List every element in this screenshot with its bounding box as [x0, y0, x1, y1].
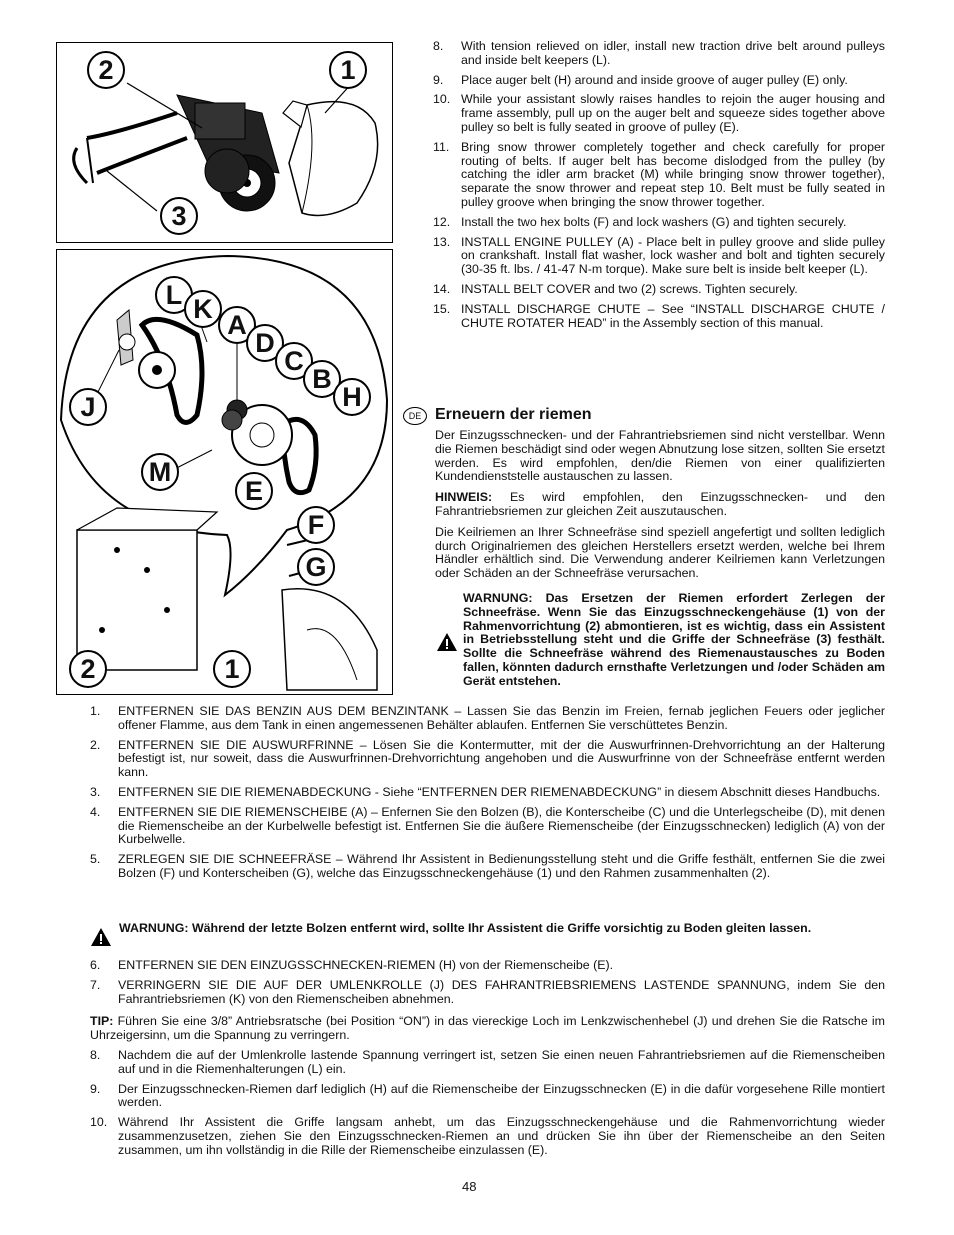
list-item: 11. Bring snow thrower completely together and check carefully for proper routing of belts. If auger belt has become dislodged from the pulley (by catching the idler arm bracket (M) while bringing snow thrower together), separate the snow thrower and repeat step 10. Belt must be fully seated in pulley groove when bringing the snow thrower together. — [433, 139, 885, 209]
warning-icon — [90, 927, 112, 947]
callout-B: B — [303, 360, 341, 398]
callout-D: D — [246, 324, 284, 362]
callout-L: L — [155, 276, 193, 314]
list-item: 13. INSTALL ENGINE PULLEY (A) - Place belt in pulley groove and slide pulley on crankshaft. Install flat washer, lock washer and bolt and tighten securely (30-35 ft. lbs. / 41-47 N-m torque). Make sure belt is inside belt keeper (L). — [433, 234, 885, 277]
list-item: 2. ENTFERNEN SIE DIE AUSWURFRINNE – Lösen Sie die Kontermutter, mit der die Auswurfrinnen-Drehvorrichtung an der Halterung befestigt ist, nur soweit, dass die Auswurfrinnen-Drehvorrichtung angehoben und die Auswurfrinne von der Schneefräse entfernt werden kann. — [90, 737, 885, 780]
callout-F: F — [297, 506, 335, 544]
list-item: 9. Der Einzugsschnecken-Riemen darf lediglich (H) auf die Riemenscheibe der Einzugsschnecken (E) in die dafür vorgesehene Rille montiert werden. — [90, 1081, 885, 1110]
callout-G: G — [297, 548, 335, 586]
list-item: 10. Während Ihr Assistent die Griffe langsam anhebt, um das Einzugsschneckengehäuse und die Rahmenvorrichtung wieder zusammenzusetzen, ziehen Sie den Einzugsschnecken-Riemen an und drücken Sie ihn über der Riemenscheibe an den Seiten zusammen, um ihn vollständig in die Rille der Riemenscheibe einzulassen (E). — [90, 1115, 885, 1157]
callout-E: E — [235, 472, 273, 510]
list-item: 8. With tension relieved on idler, install new traction drive belt around pulleys and inside belt keepers (L). — [433, 39, 885, 67]
german-steps-list-c — [90, 1049, 885, 1164]
callout-M: M — [141, 453, 179, 491]
callout-C: C — [275, 342, 313, 380]
list-item: 9. Place auger belt (H) around and inside groove of auger pulley (E) only. — [433, 72, 848, 87]
figure-belt-pulley-detail — [56, 249, 393, 695]
intro-paragraph: Der Einzugsschnecken- und der Fahrantriebsriemen sind nicht verstellbar. Wenn die Riemen beschädigt sind oder wegen Abnutzung lose sitzen, sollten Sie ersetzt werden. Es wird empfohlen, den/die Riemen von einer qualifizierten Kundendienststelle austauschen zu lassen. — [435, 428, 885, 484]
callout-K: K — [184, 290, 222, 328]
callout-H: H — [333, 378, 371, 416]
page-number: 48 — [462, 1179, 477, 1194]
german-steps-list-a — [90, 705, 885, 887]
figure-snow-thrower-overview — [56, 42, 393, 243]
callout-1: 1 — [329, 51, 367, 89]
callout-2: 2 — [87, 51, 125, 89]
list-item: 15. INSTALL DISCHARGE CHUTE – See “INSTALL DISCHARGE CHUTE / CHUTE ROTATER HEAD” in the Assembly section of this manual. — [433, 301, 885, 330]
tip-paragraph: TIP: Führen Sie eine 3/8” Antriebsratsche (bei Position “ON”) in das viereckige Loch im Lenkzwischenhebel (J) und drehen Sie die Ratsche im Uhrzeigersinn, um die Spannung zu verringern. — [90, 1014, 885, 1042]
german-steps-list-b — [90, 959, 885, 1012]
list-item: 10. While your assistant slowly raises handles to rejoin the auger housing and frame assembly, pull up on the auger belt and squeeze sides together above pulley so belt is fully seated in groove of pulley (E). — [433, 92, 885, 134]
callout-2: 2 — [69, 650, 107, 688]
list-item: 7. VERRINGERN SIE DIE AUF DER UMLENKROLLE (J) DES FAHRANTRIEBSRIEMENS LASTENDE SPANNUNG, indem Sie den Fahrantriebsriemen (K) von den Riemenscheiben abnehmen. — [90, 977, 885, 1006]
english-steps-list — [433, 40, 885, 336]
list-item: 14. INSTALL BELT COVER and two (2) screws. Tighten securely. — [433, 281, 798, 296]
list-item: 1. ENTFERNEN SIE DAS BENZIN AUS DEM BENZINTANK – Lassen Sie das Benzin im Freien, fernab jeglichen Feuers oder jeglicher offener Flamme, aus dem Tank in einen angemessenen Behälter ablaufen. Entfernen Sie verschüttetes Benzin. — [90, 704, 885, 732]
callout-3: 3 — [160, 197, 198, 235]
list-item: 3. ENTFERNEN SIE DIE RIEMENABDECKUNG - Siehe “ENTFERNEN DER RIEMENABDECKUNG” in diesem Abschnitt dieses Handbuchs. — [90, 784, 881, 799]
callout-1: 1 — [213, 650, 251, 688]
list-item: 12. Install the two hex bolts (F) and lock washers (G) and tighten securely. — [433, 214, 847, 229]
list-item: 8. Nachdem die auf der Umlenkrolle lastende Spannung verringert ist, setzen Sie einen neuen Fahrantriebsriemen auf die Riemenscheiben auf und in die Riemenhalterungen (L) ein. — [90, 1048, 885, 1076]
warning-icon — [436, 632, 458, 652]
callout-A: A — [218, 306, 256, 344]
german-intro-block — [435, 429, 885, 588]
warning-1-text: WARNUNG: Das Ersetzen der Riemen erfordert Zerlegen der Schneefräse. Wenn Sie das Einzugsschneckengehäuse (1) von der Rahmenvorrichtung (2) abmontieren, ist es wichtig, dass ein Assistent in Betriebsstellung steht und die Griffe der Schneefräse (3) festhält. Sollte die Schneefräse während des Riemenaustausches zu Boden fallen, könnten dadurch ernsthafte Verletzungen und /oder Schäden am Gerät entstehen. — [463, 591, 885, 688]
hinweis-paragraph: HINWEIS: Es wird empfohlen, den Einzugsschnecken- und den Fahrantriebsriemen zur gleichen Zeit auszutauschen. — [435, 490, 885, 518]
warning-2-text: WARNUNG: Während der letzte Bolzen entfernt wird, sollte Ihr Assistent die Griffe vorsichtig zu Boden gleiten lassen. — [119, 921, 812, 935]
language-badge: DE — [403, 407, 427, 425]
list-item: 5. ZERLEGEN SIE DIE SCHNEEFRÄSE – Während Ihr Assistent in Bedienungsstellung steht und die Griffe festhält, entfernen Sie die zwei Bolzen (F) und Konterscheiben (G), welche das Einzugsschneckengehäuse (1) und den Rahmen zusammenhalten (2). — [90, 852, 885, 880]
list-item: 6. ENTFERNEN SIE DEN EINZUGSSCHNECKEN-RIEMEN (H) von der Riemenscheibe (E). — [90, 958, 614, 972]
list-item: 4. ENTFERNEN SIE DIE RIEMENSCHEIBE (A) – Enfernen Sie den Bolzen (B), die Konterscheibe (C) und die Unterlegscheibe (D), mit denen die Riemenscheibe an der Kurbelwelle befestigt ist. Entfernen Sie die äußere Riemenscheibe (der Einzugsschnecken) lediglich (A) von der Kurbelwelle. — [90, 804, 885, 847]
section-title: Erneuern der riemen — [435, 406, 592, 423]
keilriemen-paragraph: Die Keilriemen an Ihrer Schneefräse sind speziell angefertigt und sollten lediglich durch Originalriemen des gleichen Herstellers ersetzt werden, welche bei Ihrem Händler erhältlich sind. Die Verwendung anderer Keilriemen kann Verletzungen oder Schäden an der Schneefräse verursachen. — [435, 524, 885, 581]
callout-J: J — [69, 388, 107, 426]
